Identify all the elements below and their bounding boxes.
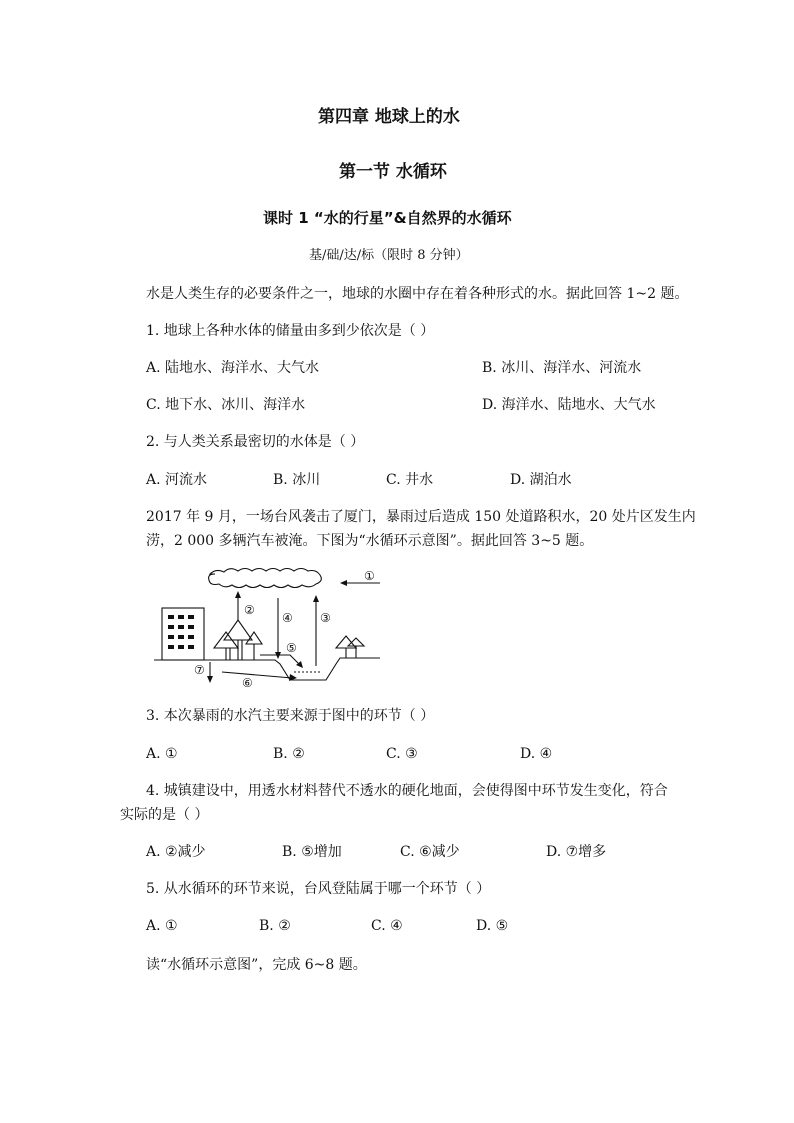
question-2-option-b: B. 冰川 [273, 472, 321, 488]
question-3-option-c: C. ③ [386, 746, 418, 762]
question-5-option-c: C. ④ [371, 918, 403, 934]
outro-paragraph: 读“水循环示意图”，完成 6~8 题。 [146, 957, 367, 973]
question-4-option-b: B. ⑤增加 [282, 844, 342, 860]
question-1-option-d: D. 海洋水、陆地水、大气水 [482, 397, 656, 413]
question-3-option-a: A. ① [146, 746, 178, 762]
question-2-option-c: C. 井水 [386, 472, 434, 488]
lesson-title: 课时 1 “水的行星”&自然界的水循环 [263, 209, 512, 227]
label-2: ② [244, 603, 255, 617]
intro-paragraph-2-line-2: 涝，2 000 多辆汽车被淹。下图为“水循环示意图”。据此回答 3~5 题。 [146, 533, 594, 549]
question-4-line-2: 实际的是（ ） [120, 807, 209, 823]
question-4-option-d: D. ⑦增多 [546, 844, 607, 860]
label-6: ⑥ [242, 676, 253, 690]
question-4-option-c: C. ⑥减少 [400, 844, 460, 860]
question-1-option-a: A. 陆地水、海洋水、大气水 [146, 360, 320, 376]
question-1-option-c: C. 地下水、冰川、海洋水 [146, 397, 306, 413]
question-5-option-a: A. ① [146, 918, 178, 934]
label-1: ① [364, 569, 375, 583]
water-cycle-diagram [150, 562, 380, 690]
question-3-option-b: B. ② [273, 746, 305, 762]
question-2-option-a: A. 河流水 [146, 472, 208, 488]
question-5-option-b: B. ② [259, 918, 291, 934]
chapter-title: 第四章 地球上的水 [318, 107, 460, 127]
cloud [209, 569, 322, 588]
question-1-stem: 1. 地球上各种水体的储量由多到少依次是（ ） [146, 323, 435, 339]
question-5-stem: 5. 从水循环的环节来说，台风登陆属于哪一个环节（ ） [146, 881, 491, 897]
label-4: ④ [282, 611, 293, 625]
question-2-option-d: D. 湖泊水 [510, 472, 572, 488]
question-2-stem: 2. 与人类关系最密切的水体是（ ） [146, 434, 365, 450]
label-5: ⑤ [286, 641, 297, 655]
label-3: ③ [320, 611, 331, 625]
ground-line [154, 658, 380, 680]
question-4-option-a: A. ②减少 [146, 844, 206, 860]
label-7: ⑦ [194, 663, 205, 677]
question-1-option-b: B. 冰川、海洋水、河流水 [482, 360, 642, 376]
practice-label: 基/础/达/标（限时 8 分钟） [309, 248, 469, 263]
question-4-line-1: 4. 城镇建设中，用透水材料替代不透水的硬化地面，会使得图中环节发生变化，符合 [146, 783, 668, 799]
question-3-option-d: D. ④ [520, 746, 553, 762]
section-title: 第一节 水循环 [339, 162, 447, 182]
intro-paragraph: 水是人类生存的必要条件之一，地球的水圈中存在着各种形式的水。据此回答 1~2 题。 [146, 286, 689, 302]
question-5-option-d: D. ⑤ [476, 918, 509, 934]
question-3-stem: 3. 本次暴雨的水汽主要来源于图中的环节（ ） [146, 708, 435, 724]
tree-left [224, 620, 252, 640]
intro-paragraph-2-line-1: 2017 年 9 月，一场台风袭击了厦门，暴雨过后造成 150 处道路积水，20 处片区发生内 [146, 509, 696, 525]
